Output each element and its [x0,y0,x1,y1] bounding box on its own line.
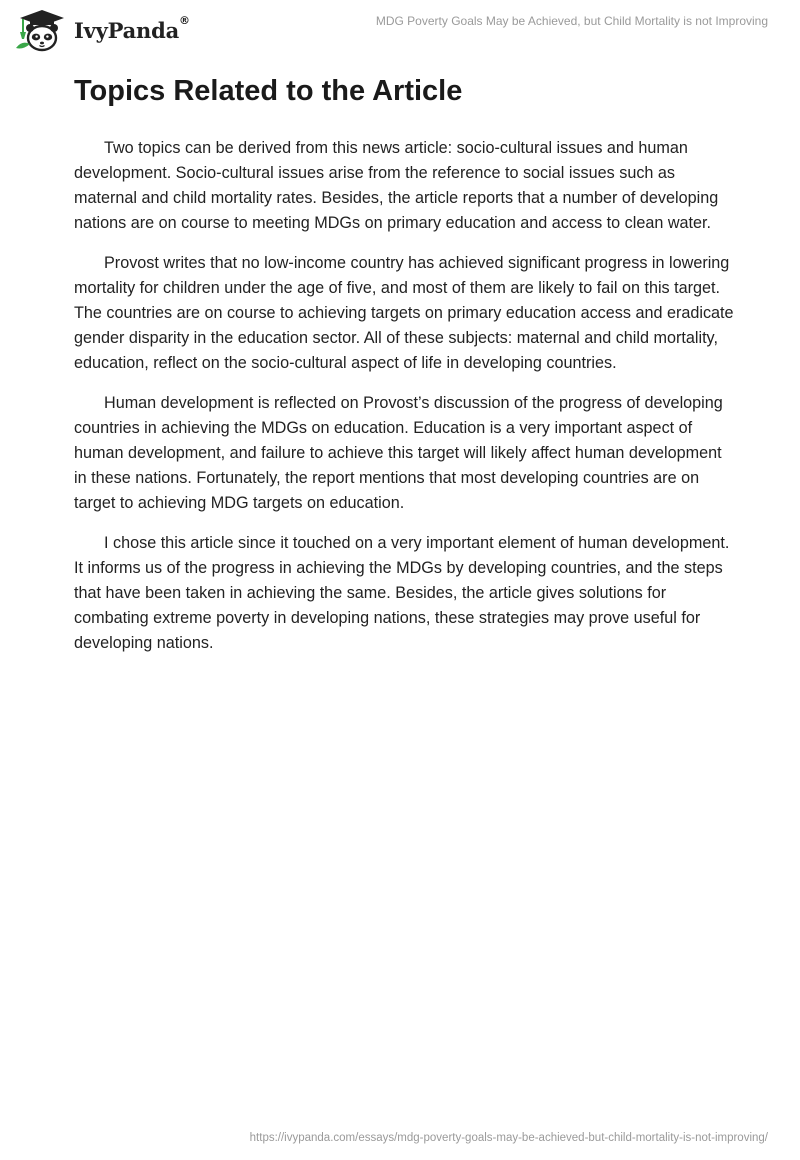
panda-graduate-icon [14,8,70,52]
article-body [74,72,734,671]
brand-name: IvyPanda® [74,13,190,43]
registered-mark: ® [179,13,190,27]
source-url[interactable]: https://ivypanda.com/essays/mdg-poverty-goals-may-be-achieved-but-child-mortality-is-not-improving/ [249,1132,768,1144]
section-heading: Topics Related to the Article [74,75,463,107]
paragraph: Human development is reflected on Provost’s discussion of the progress of developing countries in achieving the MDGs on education. Education is a very important aspect of human development, and failure to achieve this target will likely affect human development in these nations. Fortunately, the report mentions that most developing countries are on target to achieving MDG targets on education. [74,394,723,512]
brand-logo[interactable] [14,8,190,52]
paragraph: Two topics can be derived from this news article: socio-cultural issues and human development. Socio-cultural issues arise from the reference to social issues such as maternal and child mortality rates. Besides, the article reports that a number of developing nations are on course to meeting MDGs on primary education and access to clean water. [74,139,719,232]
running-title: MDG Poverty Goals May be Achieved, but Child Mortality is not Improving [375,14,768,28]
page-header [0,0,800,60]
paragraph: I chose this article since it touched on a very important element of human development. It informs us of the progress in achieving the MDGs by developing countries, and the steps that have been taken in achieving the same. Besides, the article gives solutions for combating extreme poverty in developing nations, these strategies may prove useful for developing nations. [74,534,730,652]
paragraph: Provost writes that no low-income country has achieved significant progress in lowering mortality for children under the age of five, and most of them are likely to fail on this target. The countries are on course to achieving targets on primary education access and eradicate gender disparity in the education sector. All of these subjects: maternal and child mortality, education, reflect on the socio-cultural aspect of life in developing countries. [74,254,734,372]
